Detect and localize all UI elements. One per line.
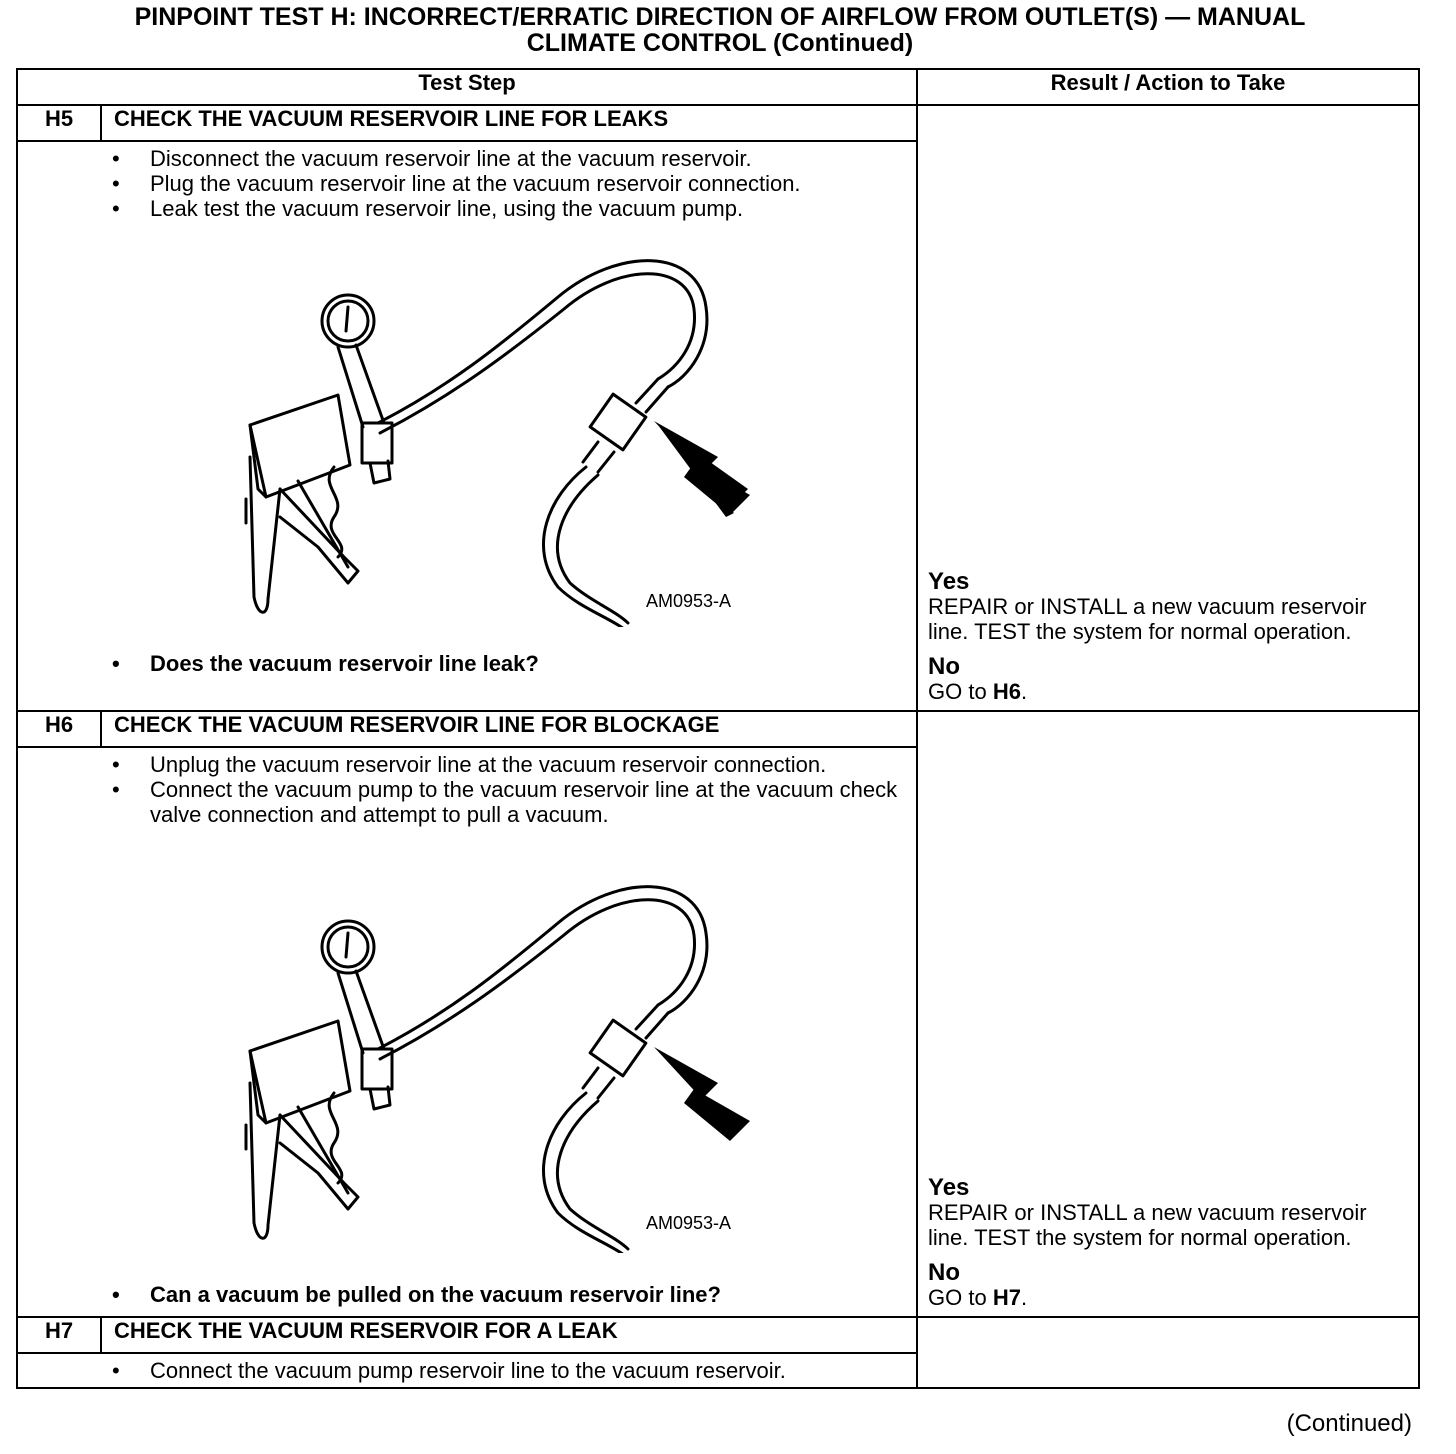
step-id: H6 <box>17 711 101 747</box>
no-action: GO to H6. <box>928 679 1028 704</box>
list-item: • Disconnect the vacuum reservoir line at the vacuum reservoir. <box>18 146 906 171</box>
step-bullets <box>18 752 906 827</box>
title-line-1: PINPOINT TEST H: INCORRECT/ERRATIC DIRECTION OF AIRFLOW FROM OUTLET(S) — MANUAL <box>134 3 1306 31</box>
step-h7-result <box>917 1317 1419 1388</box>
step-question: • Does the vacuum reservoir line leak? <box>18 651 906 676</box>
yes-action: REPAIR or INSTALL a new vacuum reservoir line. TEST the system for normal operation. <box>928 1200 1367 1250</box>
no-label: No <box>928 653 961 680</box>
step-name: CHECK THE VACUUM RESERVOIR LINE FOR LEAKS <box>101 105 917 141</box>
step-name: CHECK THE VACUUM RESERVOIR FOR A LEAK <box>101 1317 917 1353</box>
no-action: GO to H7. <box>928 1285 1028 1310</box>
header-result: Result / Action to Take <box>917 69 1419 105</box>
step-id: H5 <box>17 105 101 141</box>
step-bullets <box>18 146 906 221</box>
vacuum-pump-illustration <box>18 833 798 1278</box>
yes-label: Yes <box>928 568 970 595</box>
step-h5-body <box>17 141 917 711</box>
table-header-row <box>17 69 1419 105</box>
header-test-step: Test Step <box>17 69 917 105</box>
title-line-2: CLIMATE CONTROL (Continued) <box>526 29 914 57</box>
step-bullets <box>18 1358 906 1383</box>
step-id: H7 <box>17 1317 101 1353</box>
list-item: • Plug the vacuum reservoir line at the vacuum reservoir connection. <box>18 171 906 196</box>
step-h7-title-row <box>17 1317 1419 1353</box>
vacuum-pump-drawing <box>18 833 798 1253</box>
vacuum-pump-drawing <box>18 227 798 627</box>
step-question: • Can a vacuum be pulled on the vacuum reservoir line? <box>18 1282 906 1307</box>
figure-id: AM0953-A <box>646 1213 732 1233</box>
step-h5-result <box>917 105 1419 711</box>
step-h6-result <box>917 711 1419 1317</box>
list-item: • Leak test the vacuum reservoir line, using the vacuum pump. <box>18 196 906 221</box>
no-label: No <box>928 1259 961 1286</box>
step-question-list <box>18 1282 906 1307</box>
pinpoint-test-table <box>16 68 1420 1389</box>
step-h6-body <box>17 747 917 1317</box>
continued-label: (Continued) <box>1286 1410 1412 1437</box>
go-to-step-link: H7 <box>992 1285 1021 1310</box>
step-question-list <box>18 651 906 676</box>
step-name: CHECK THE VACUUM RESERVOIR LINE FOR BLOCKAGE <box>101 711 917 747</box>
figure-id: AM0953-A <box>646 591 732 611</box>
yes-action: REPAIR or INSTALL a new vacuum reservoir line. TEST the system for normal operation. <box>928 594 1367 644</box>
list-item: • Unplug the vacuum reservoir line at the vacuum reservoir connection. <box>18 752 906 777</box>
page-title <box>0 4 1440 56</box>
yes-label: Yes <box>928 1174 970 1201</box>
go-to-step-link: H6 <box>992 679 1021 704</box>
vacuum-pump-illustration <box>18 227 798 647</box>
step-h7-body <box>17 1353 917 1388</box>
step-h6-title-row <box>17 711 1419 747</box>
step-h5-title-row <box>17 105 1419 141</box>
list-item: • Connect the vacuum pump to the vacuum reservoir line at the vacuum check valve connection and attempt to pull a vacuum. <box>18 777 906 827</box>
list-item: • Connect the vacuum pump reservoir line to the vacuum reservoir. <box>18 1358 906 1383</box>
